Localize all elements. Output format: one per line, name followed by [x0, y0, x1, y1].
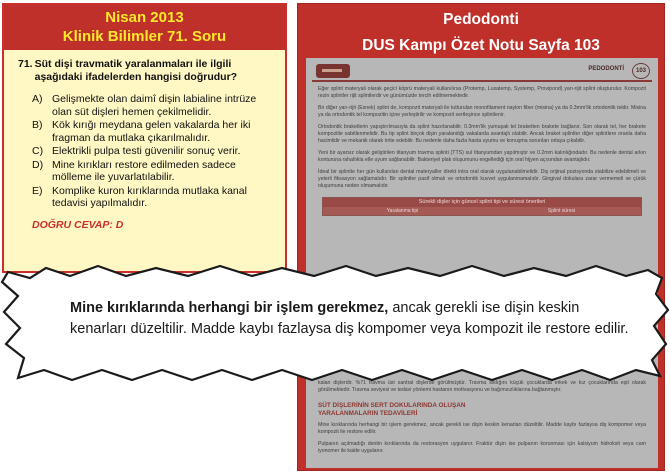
- callout-normal-text: ancak gerekli ise dişin keskin kenarları düzeltilir. Madde kaybı fazlaysa diş kompomer veya kompozit ile restore edilir.: [70, 300, 629, 337]
- book-page-header: [312, 62, 652, 82]
- panel-subtitle: DUS Kampı Özet Notu Sayfa 103: [362, 37, 600, 54]
- option-text: Gelişmekte olan daimî dişin labialine intrüze olan süt dişleri hemen çekilmelidir.: [52, 93, 257, 118]
- callout-text: [70, 298, 630, 340]
- option-letter: A): [32, 93, 43, 105]
- book-paragraph: Pulpanın açılmadığı dentin kırıklarında da restorasyon uygulanır. Fraktür dişin ise pulpanın korunması için kalsiyum hidroksit veya cam iyonomer ile kaide uygulanır.: [318, 440, 646, 455]
- table-header-row: [323, 207, 641, 215]
- question-stem: [18, 58, 275, 83]
- option-letter: B): [32, 119, 43, 131]
- section-heading-line: SÜT DİŞLERİNİN SERT DOKULARINDA OLUŞAN: [318, 401, 466, 409]
- callout-bold-text: Mine kırıklarında herhangi bir işlem gerekmez,: [70, 300, 389, 316]
- book-page-lower: [306, 376, 658, 455]
- option-d: [32, 159, 275, 184]
- option-e: [32, 185, 275, 210]
- book-paragraph: Eğer splint materyali olarak geçici köprü materyali kullanılırsa (Protemp, Luxatemp, Systemp, Provipond) yarı-rijit splint oluşturulur. Kompozit rezin splintler rijit splintlerdir ve günümüzde tercih edilmemektedir.: [318, 86, 646, 100]
- summary-panel: [297, 3, 665, 471]
- splint-table: [322, 197, 642, 216]
- question-card: [2, 3, 287, 273]
- option-letter: C): [32, 145, 44, 157]
- book-paragraph: Ortodontik braketlerin yapıştırılmasıyla da splint hazırlanabilir. 0.3mm'lik yumuşak tel braketten brakete bağlanır. Son olarak tel, her brakete kompozitle sabitlenmelidir. Bu tip splint birçok dişin yaralandığı vakalarda avantajlı olabilir. Ancak braket splintler diğer splintlere oranla daha hacimlidir ve mekanik olarak irrite edebilir. Bu nedenle daha fazla hasta uyumu ve konuşma sorunları ortaya çıkabilir.: [318, 123, 646, 145]
- highlight-callout: [0, 264, 670, 384]
- option-b: [32, 119, 275, 144]
- book-paragraph: Bir diğer yarı-rijit (Esnek) splint de, kompozit materyali ile tutturulan monofilament naylon fiber (misina) ya da 0.3mm'lik ortodontik teldir. Misina ya da ortodontik tel kompozitin içine yerleştirilir ve kompozit sertleşince splintlenir.: [318, 104, 646, 119]
- table-column-header: Yaralanma tipi: [386, 207, 419, 214]
- panel-title: Pedodonti: [443, 11, 519, 28]
- option-text: Komplike kuron kırıklarında mutlaka kanal tedavisi yapılmalıdır.: [52, 184, 247, 209]
- option-text: Mine kırıkları restore edilmeden sadece mölleme ile yuvarlatılabilir.: [52, 158, 236, 183]
- option-letter: E): [32, 184, 43, 197]
- option-text: Kök kırığı meydana gelen vakalarda her iki fragman da mutlaka çıkarılmalıdır.: [52, 119, 251, 144]
- option-text: Elektrikli pulpa testi güvenilir sonuç verir.: [52, 145, 241, 157]
- book-paragraph: Yeni bir ayarsız olarak geliştirilen titanyum travma splinti (TTS) sul titanyumdan yapılmıştır ve 0.2mm kalınlığındadır. Bu nedenle dental arkın konturuna rahatlıkla elle uyum sağlanabilir. Bakteriyel plak oluşumunu engellediği için oral hijyen açısından avantajlıdır.: [318, 149, 646, 164]
- table-title: Sürekli dişler için güncel splint tipi ve süresi önerileri: [323, 198, 641, 207]
- question-body: [4, 50, 285, 231]
- page-number: 103: [632, 63, 650, 79]
- book-paragraph: İdeal bir splintte her gün kullanılan dental materyaller direkt intra oral olarak uygulanabilmelidir. Diş orijinal pozisyonda stabilize edebilmeli ve yeterli fiksasyon sağlamalıdır. Bir splintler pasif olmalı ve ortodontik kuvvet uygulanmamalıdır. Gingival dokulara zarar vermemeli ve çürük oluşumuna neden olmamalıdır.: [318, 168, 646, 190]
- question-header: [4, 5, 285, 50]
- book-page-image: [306, 58, 658, 468]
- book-paragraph: kalan dişlerdir. %71 travma üst santral dişlerde görülmüştür. Travma sıklığını küçük çocuklarda erkek ve kız çocuklarında eşit olarak görülmektedir. Travma seviyesi ve tedavi yöntemi hastanın motivasyonu ve bağımsızlıklarına bağlanmıştır.: [318, 380, 646, 394]
- exam-date: Nisan 2013: [105, 9, 184, 26]
- option-letter: D): [32, 158, 44, 171]
- section-heading: [318, 402, 646, 418]
- section-heading-line: YARALANMALARIN TEDAVİLERİ: [318, 409, 418, 417]
- correct-answer: DOĞRU CEVAP: D: [32, 218, 124, 231]
- table-column-header: Splint süresi: [547, 207, 576, 214]
- question-number: 71.: [18, 58, 33, 70]
- question-text: Süt dişi travmatik yaralanmaları ile ilgili aşağıdaki ifadelerden hangisi doğrudur?: [34, 58, 238, 83]
- running-header: PEDODONTİ: [588, 66, 624, 72]
- option-list: [18, 93, 275, 210]
- option-c: [32, 145, 275, 158]
- publisher-logo-icon: [316, 64, 350, 78]
- option-a: [32, 93, 275, 118]
- book-paragraph: Mine kırıklarında herhangi bir işlem gerekmez, ancak gerekli ise dişin keskin kenarları düzeltilir. Madde kaybı fazlaysa diş kompomer veya kompozit ile restore edilir.: [318, 421, 646, 436]
- question-reference: Klinik Bilimler 71. Soru: [62, 28, 227, 45]
